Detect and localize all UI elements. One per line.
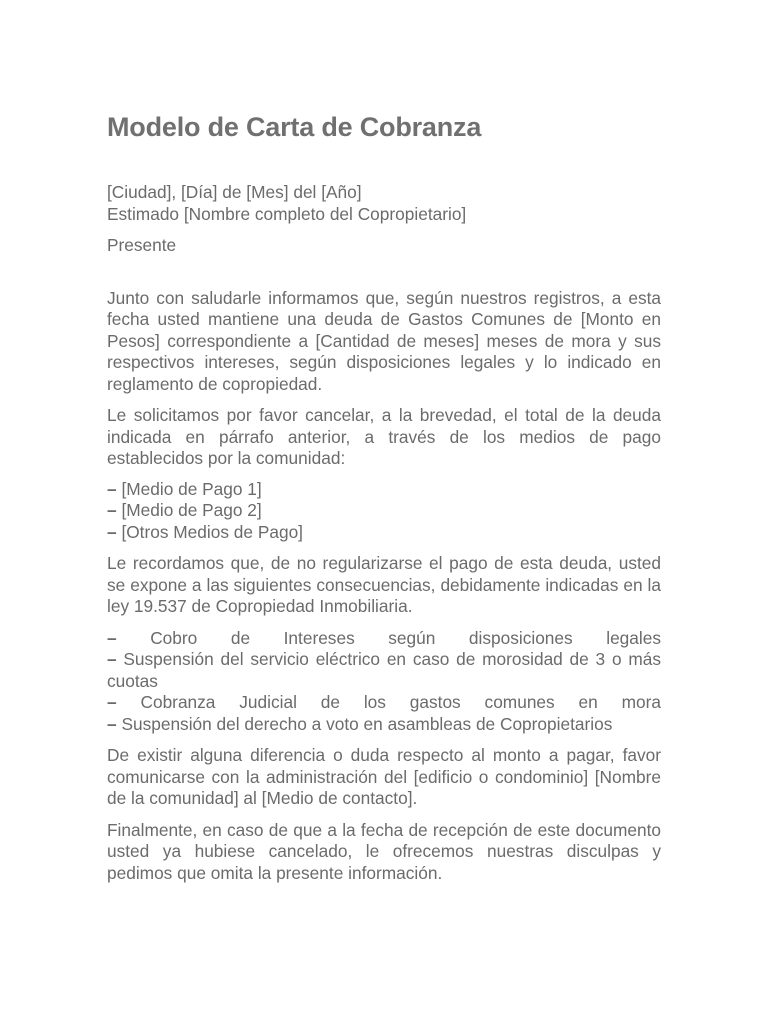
dash-bullet: – — [107, 500, 117, 520]
letter-document — [107, 109, 661, 884]
consequence-label: Suspensión del servicio eléctrico en caso de morosidad de 3 o más cuotas — [107, 649, 661, 691]
payment-method-item — [107, 479, 661, 501]
consequence-label: Suspensión del derecho a voto en asambleas de Copropietarios — [121, 713, 613, 734]
consequences-list — [107, 628, 661, 736]
consequence-item — [107, 649, 661, 692]
consequence-item — [107, 628, 661, 650]
payment-method-item — [107, 522, 661, 544]
document-title: Modelo de Carta de Cobranza — [107, 112, 482, 142]
paragraph-payment-request: Le solicitamos por favor cancelar, a la brevedad, el total de la deuda indicada en párrafo anterior, a través de los medios de pago establecidos por la comunidad: — [107, 405, 661, 468]
payment-method-label: [Otros Medios de Pago] — [121, 521, 303, 542]
paragraph-consequences-intro: Le recordamos que, de no regularizarse el pago de esta deuda, usted se expone a las siguientes consecuencias, debidamente indicadas en la ley 19.537 de Copropiedad Inmobiliaria. — [107, 553, 661, 616]
payment-method-item — [107, 500, 661, 522]
consequence-label: Cobro de Intereses según disposiciones legales — [150, 627, 661, 648]
dash-bullet: – — [107, 627, 117, 648]
dash-bullet: – — [107, 478, 117, 499]
paragraph-closing: Finalmente, en caso de que a la fecha de recepción de este documento usted ya hubiese cancelado, le ofrecemos nuestras disculpas y pedimos que omita la presente información. — [107, 819, 661, 883]
payment-method-label: [Medio de Pago 1] — [121, 478, 262, 499]
dash-bullet: – — [107, 713, 117, 734]
consequence-label: Cobranza Judicial de los gastos comunes en mora — [140, 692, 661, 712]
date-line: [Ciudad], [Día] de [Mes] del [Año] — [107, 182, 362, 202]
presente-line: Presente — [107, 235, 177, 255]
payment-methods-list — [107, 479, 661, 544]
dash-bullet: – — [107, 521, 117, 542]
paragraph-contact: De existir alguna diferencia o duda respecto al monto a pagar, favor comunicarse con la administración del [edificio o condominio] [Nombre de la comunidad] al [Medio de contacto]. — [107, 745, 661, 808]
consequence-item — [107, 692, 661, 714]
payment-method-label: [Medio de Pago 2] — [121, 500, 262, 520]
paragraph-debt-notice: Junto con saludarle informamos que, según nuestros registros, a esta fecha usted mantiene una deuda de Gastos Comunes de [Monto en Pesos] correspondiente a [Cantidad de meses] meses de mora y sus respectivos intereses, según disposiciones legales y lo indicado en reglamento de copropiedad. — [107, 287, 661, 394]
greeting-line: Estimado [Nombre completo del Copropietario] — [107, 203, 467, 224]
consequence-item — [107, 714, 661, 736]
dash-bullet: – — [107, 649, 117, 669]
dash-bullet: – — [107, 692, 117, 712]
